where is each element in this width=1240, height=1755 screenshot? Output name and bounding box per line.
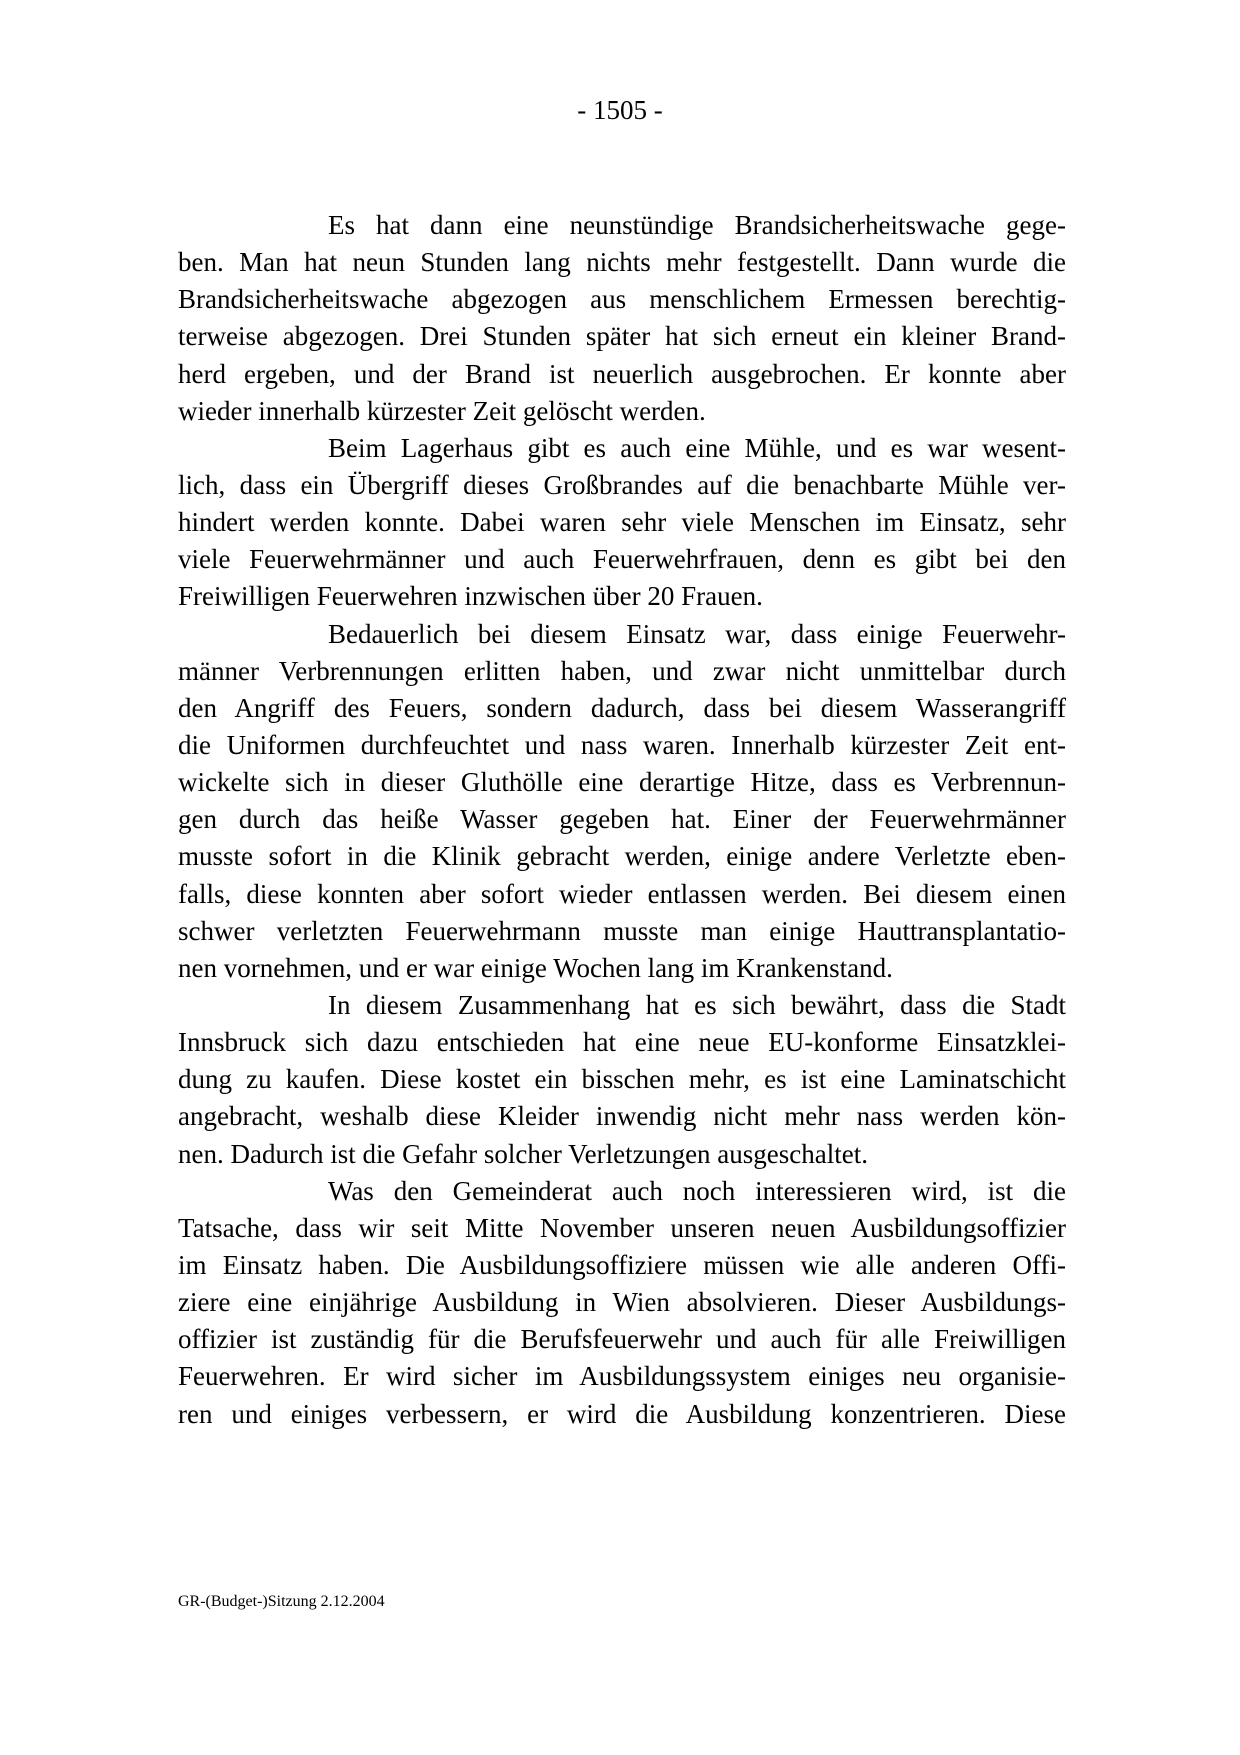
- text-line: Innsbruck sich dazu entschieden hat eine neue EU-konforme Einsatzklei-: [178, 1027, 1066, 1058]
- text-line: Brandsicherheitswache abgezogen aus menschlichem Ermessen berechtig-: [178, 284, 1066, 315]
- text-line: viele Feuerwehrmänner und auch Feuerwehrfrauen, denn es gibt bei den: [178, 544, 1066, 575]
- text-line: musste sofort in die Klinik gebracht werden, einige andere Verletzte eben-: [178, 841, 1066, 872]
- text-line: Freiwilligen Feuerwehren inzwischen über 20 Frauen.: [178, 581, 763, 612]
- page-number: - 1505 -: [577, 95, 663, 125]
- text-line: nen. Dadurch ist die Gefahr solcher Verletzungen ausgeschaltet.: [178, 1138, 868, 1169]
- footer-session-label: GR-(Budget-)Sitzung 2.12.2004: [178, 1593, 385, 1610]
- text-line: im Einsatz haben. Die Ausbildungsoffiziere müssen wie alle anderen Offi-: [178, 1249, 1066, 1280]
- text-line: Es hat dann eine neunstündige Brandsicherheitswache gege-: [328, 210, 1066, 240]
- text-line: ben. Man hat neun Stunden lang nichts mehr festgestellt. Dann wurde die: [178, 247, 1066, 278]
- text-line: angebracht, weshalb diese Kleider inwendig nicht mehr nass werden kön-: [178, 1101, 1066, 1132]
- text-line: Bedauerlich bei diesem Einsatz war, dass einige Feuerwehr-: [328, 618, 1066, 649]
- text-line: Feuerwehren. Er wird sicher im Ausbildungssystem einiges neu organisie-: [178, 1361, 1066, 1392]
- text-line: Tatsache, dass wir seit Mitte November unseren neuen Ausbildungsoffizier: [178, 1212, 1066, 1243]
- text-line: wickelte sich in dieser Gluthölle eine derartige Hitze, dass es Verbrennun-: [178, 767, 1066, 798]
- text-line: ren und einiges verbessern, er wird die Ausbildung konzentrieren. Diese: [178, 1398, 1066, 1429]
- text-line: falls, diese konnten aber sofort wieder entlassen werden. Bei diesem einen: [178, 878, 1066, 909]
- text-line: hindert werden konnte. Dabei waren sehr viele Menschen im Einsatz, sehr: [178, 507, 1066, 538]
- text-line: offizier ist zuständig für die Berufsfeuerwehr und auch für alle Freiwilligen: [178, 1324, 1066, 1355]
- text-line: den Angriff des Feuers, sondern dadurch, dass bei diesem Wasserangriff: [178, 692, 1066, 723]
- text-line: schwer verletzten Feuerwehrmann musste man einige Hauttransplantatio-: [178, 915, 1066, 946]
- text-line: ziere eine einjährige Ausbildung in Wien absolvieren. Dieser Ausbildungs-: [178, 1287, 1066, 1318]
- text-line: In diesem Zusammenhang hat es sich bewährt, dass die Stadt: [328, 989, 1066, 1020]
- text-line: nen vornehmen, und er war einige Wochen lang im Krankenstand.: [178, 952, 893, 983]
- text-line: Was den Gemeinderat auch noch interessieren wird, ist die: [328, 1175, 1066, 1206]
- text-line: lich, dass ein Übergriff dieses Großbrandes auf die benachbarte Mühle ver-: [178, 469, 1066, 500]
- text-line: terweise abgezogen. Drei Stunden später hat sich erneut ein kleiner Brand-: [178, 321, 1066, 352]
- text-line: wieder innerhalb kürzester Zeit gelöscht werden.: [178, 395, 706, 426]
- text-line: gen durch das heiße Wasser gegeben hat. Einer der Feuerwehrmänner: [178, 804, 1066, 835]
- text-line: die Uniformen durchfeuchtet und nass waren. Innerhalb kürzester Zeit ent-: [178, 729, 1066, 760]
- text-line: dung zu kaufen. Diese kostet ein bisschen mehr, es ist eine Laminatschicht: [178, 1064, 1066, 1095]
- body-text: [178, 207, 1066, 1433]
- text-line: Beim Lagerhaus gibt es auch eine Mühle, und es war wesent-: [328, 432, 1066, 463]
- text-line: männer Verbrennungen erlitten haben, und zwar nicht unmittelbar durch: [178, 655, 1066, 686]
- text-line: herd ergeben, und der Brand ist neuerlich ausgebrochen. Er konnte aber: [178, 358, 1066, 389]
